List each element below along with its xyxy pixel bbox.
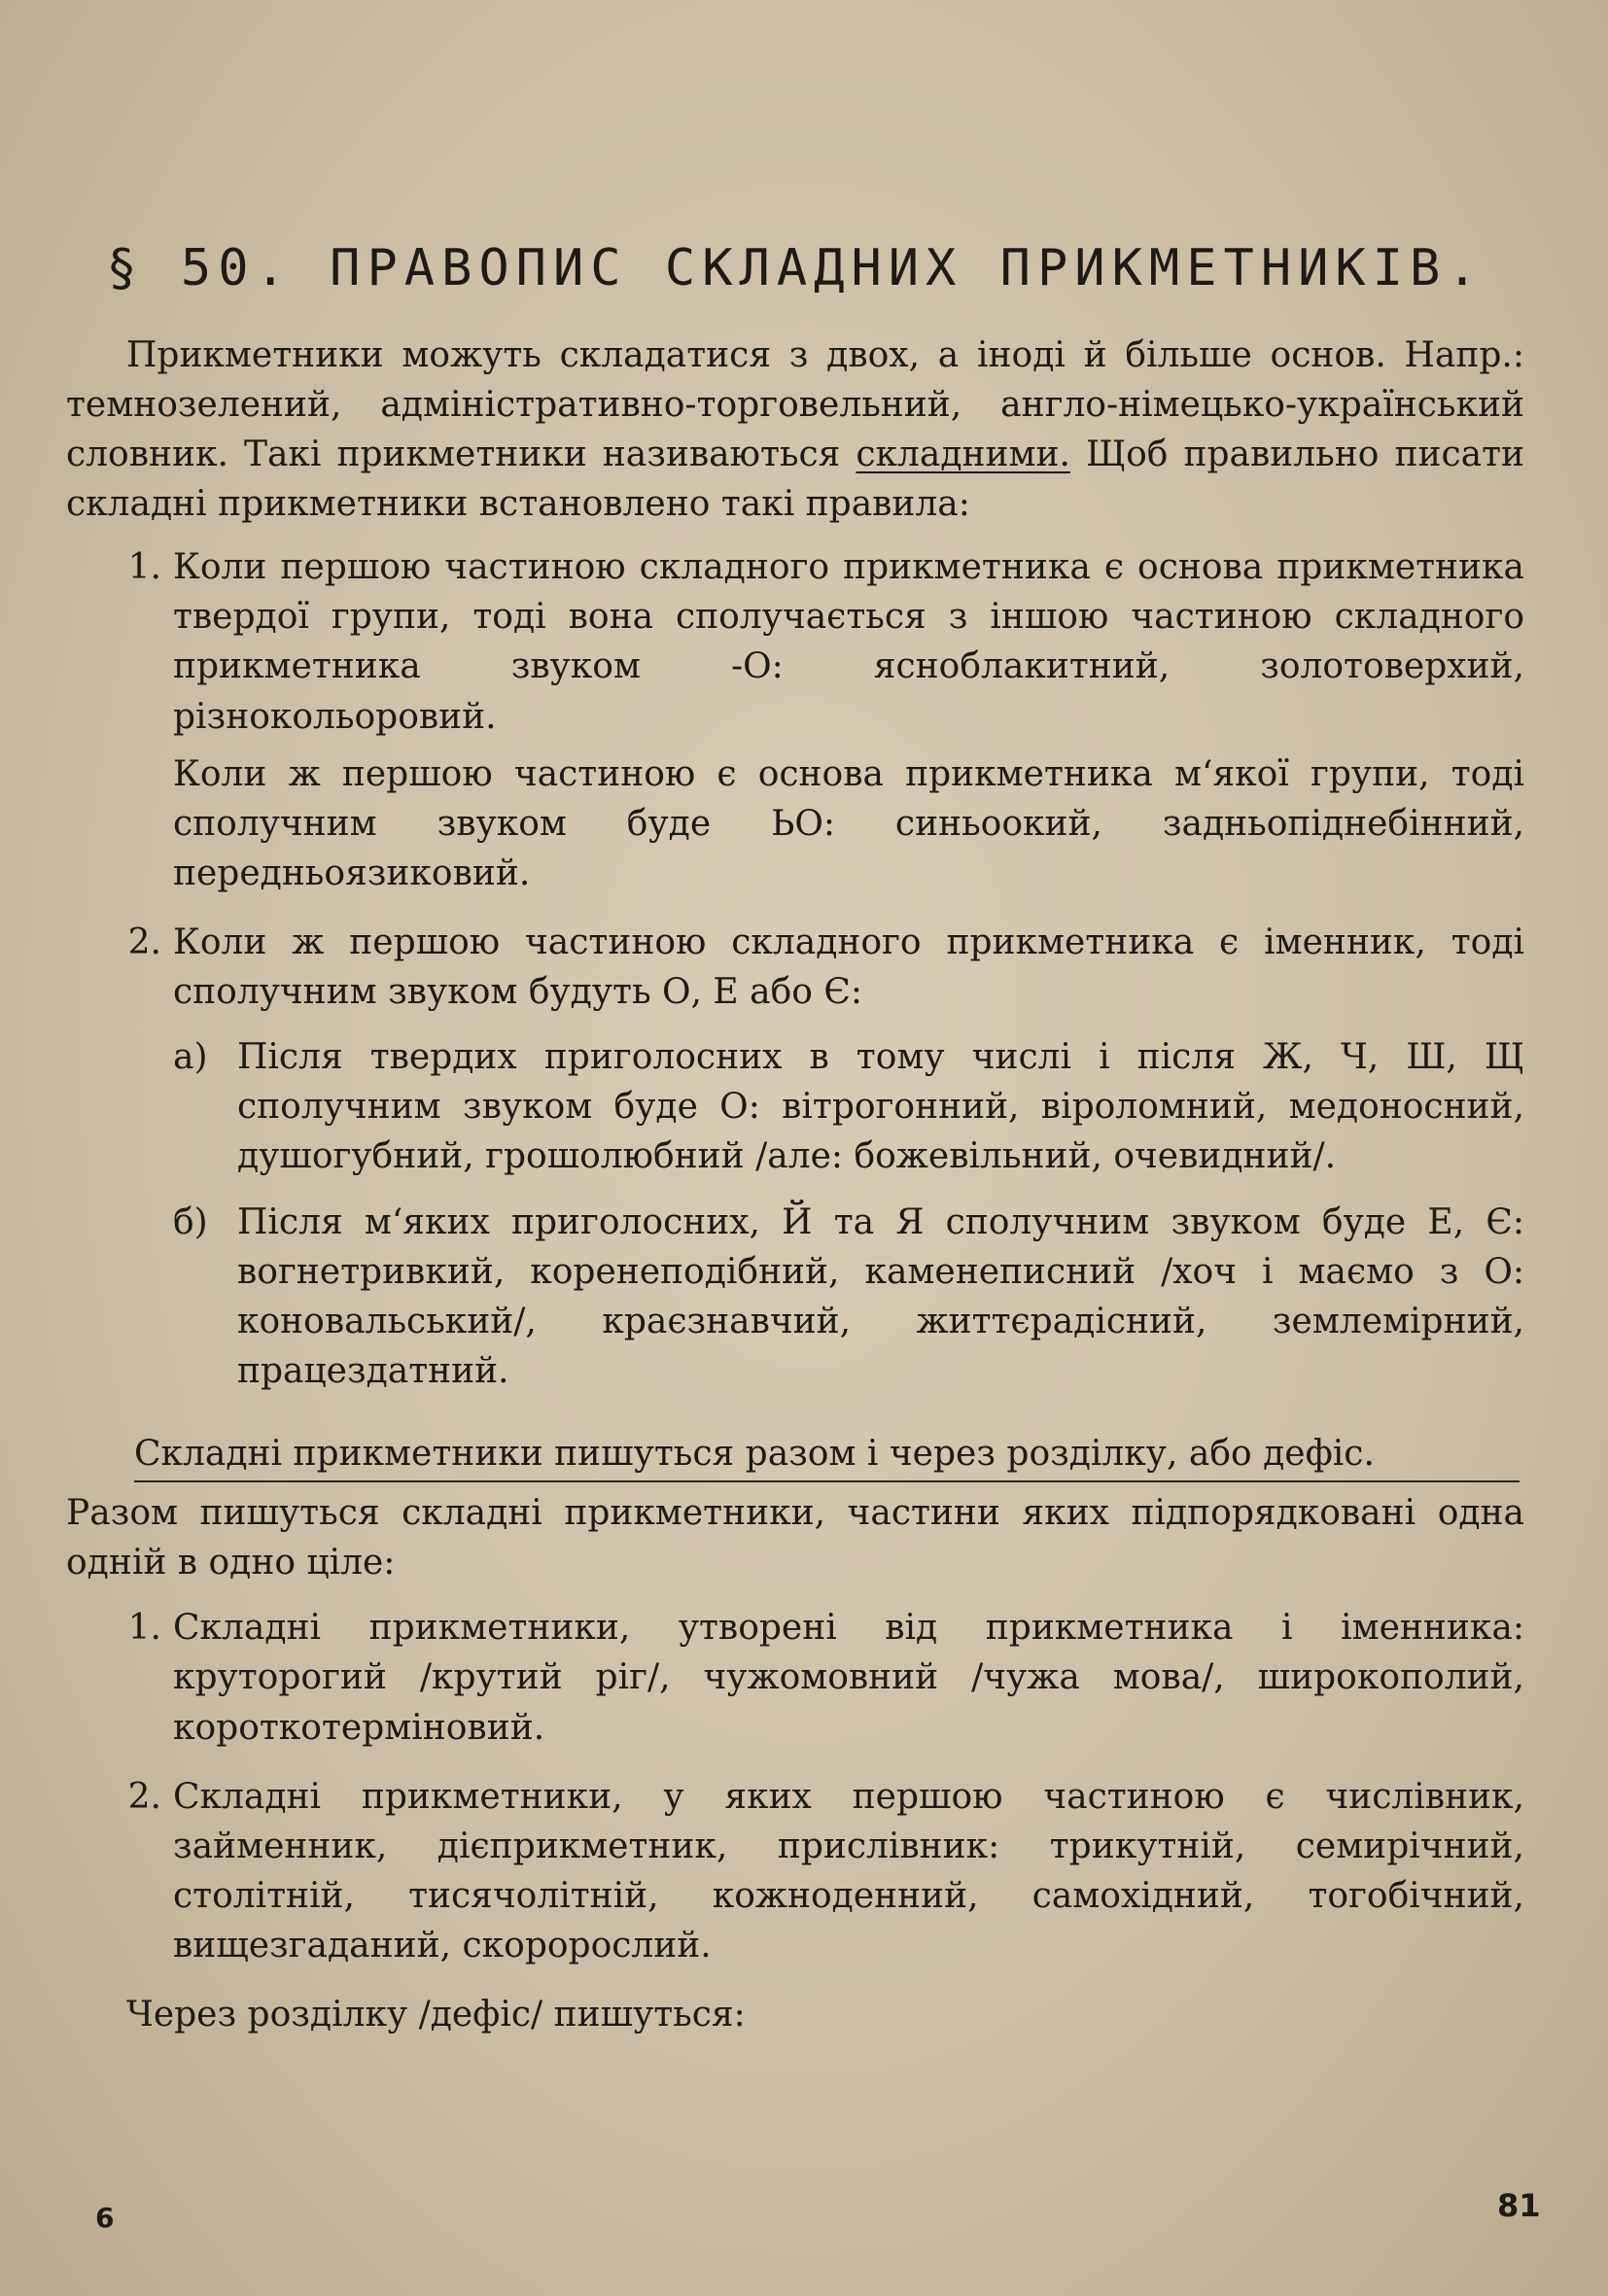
page-content — [66, 233, 1524, 2039]
underlined-rule: Складні прикметники пишуться разом і через розділку, або дефіс. — [134, 1429, 1520, 1482]
sub-text: Після твердих приголосних в тому числі і після Ж, Ч, Ш, Щ сполучним звуком буде О: вітрогонний, віроломний, медоносний, душогубний, грошолюбний /але: божевільний, очевидний/. — [237, 1037, 1524, 1177]
sub-item-b — [173, 1198, 1524, 1396]
rule-body — [173, 918, 1524, 1409]
rules-list — [66, 542, 1524, 1409]
together-intro: Разом пишуться складні прикметники, частини яких підпорядковані одна одній в одно ціле: — [66, 1493, 1524, 1583]
page-number: 81 — [1497, 2187, 1541, 2224]
intro-paragraph — [66, 330, 1524, 529]
section-title: § 50. ПРАВОПИС СКЛАДНИХ ПРИКМЕТНИКІВ. — [106, 239, 1485, 297]
sub-label: а) — [173, 1037, 208, 1078]
sub-item-a — [173, 1032, 1524, 1181]
together-item-2 — [66, 1772, 1524, 1970]
intro-text: Прикметники можуть складатися з двох, а іноді й більше основ. Напр.: темнозелений, адміністративно-торговельний, англо-німецько-український словник. Такі прикметники називаються — [66, 334, 1524, 475]
rule-number: 2. — [127, 922, 161, 963]
rule-item-1 — [66, 542, 1524, 898]
sub-text: Після м‘яких приголосних, Й та Я сполучним звуком буде Е, Є: вогнетривкий, коренеподібний, каменеписний /хоч і маємо з О: коновальський/, краєзнавчий, життєрадісний, землемірний, працездатний. — [237, 1201, 1524, 1391]
rule-continuation: Коли ж першою частиною є основа прикметника м‘якої групи, тоді сполучним звуком буде ЬО: синьоокий, задньопіднебінний, передньоязиковий. — [173, 753, 1524, 893]
rule-text: Коли ж першою частиною складного прикметника є іменник, тоді сполучним звуком будуть О, Е або Є: — [173, 922, 1524, 1013]
rule-text: Коли першою частиною складного прикметника є основа прикметника твердої групи, тоді вона сполучається з іншою частиною складного прикметника звуком -О: ясноблакитний, золотоверхий, різнокольоровий. — [173, 547, 1524, 737]
item-text: Складні прикметники, утворені від прикметника і іменника: круторогий /крутий ріг/, чужомовний /чужа мова/, широкополий, короткотерміновий. — [173, 1608, 1524, 1748]
hyphen-intro: Через розділку /дефіс/ пишуться: — [126, 1995, 746, 2035]
item-number: 2. — [127, 1776, 161, 1817]
sub-label: б) — [173, 1201, 208, 1242]
intro-term: складними. — [856, 435, 1070, 475]
rule-number: 1. — [127, 547, 161, 588]
signature-mark: 6 — [95, 2202, 115, 2234]
intro-text-end: Щоб правильно писати складні прикметники встановлено такі правила: — [66, 435, 1524, 525]
rule-item-2 — [66, 918, 1524, 1409]
item-number: 1. — [127, 1608, 161, 1649]
together-list — [66, 1603, 1524, 1970]
together-item-1 — [66, 1603, 1524, 1752]
item-text: Складні прикметники, у яких першою частиною є числівник, займенник, дієприкметник, прислівник: трикутній, семирічний, столітній, тисячолітній, кожноденний, самохідний, тогобічний, вищезгаданий, скоророслий. — [173, 1776, 1524, 1966]
rule-body — [173, 542, 1524, 898]
